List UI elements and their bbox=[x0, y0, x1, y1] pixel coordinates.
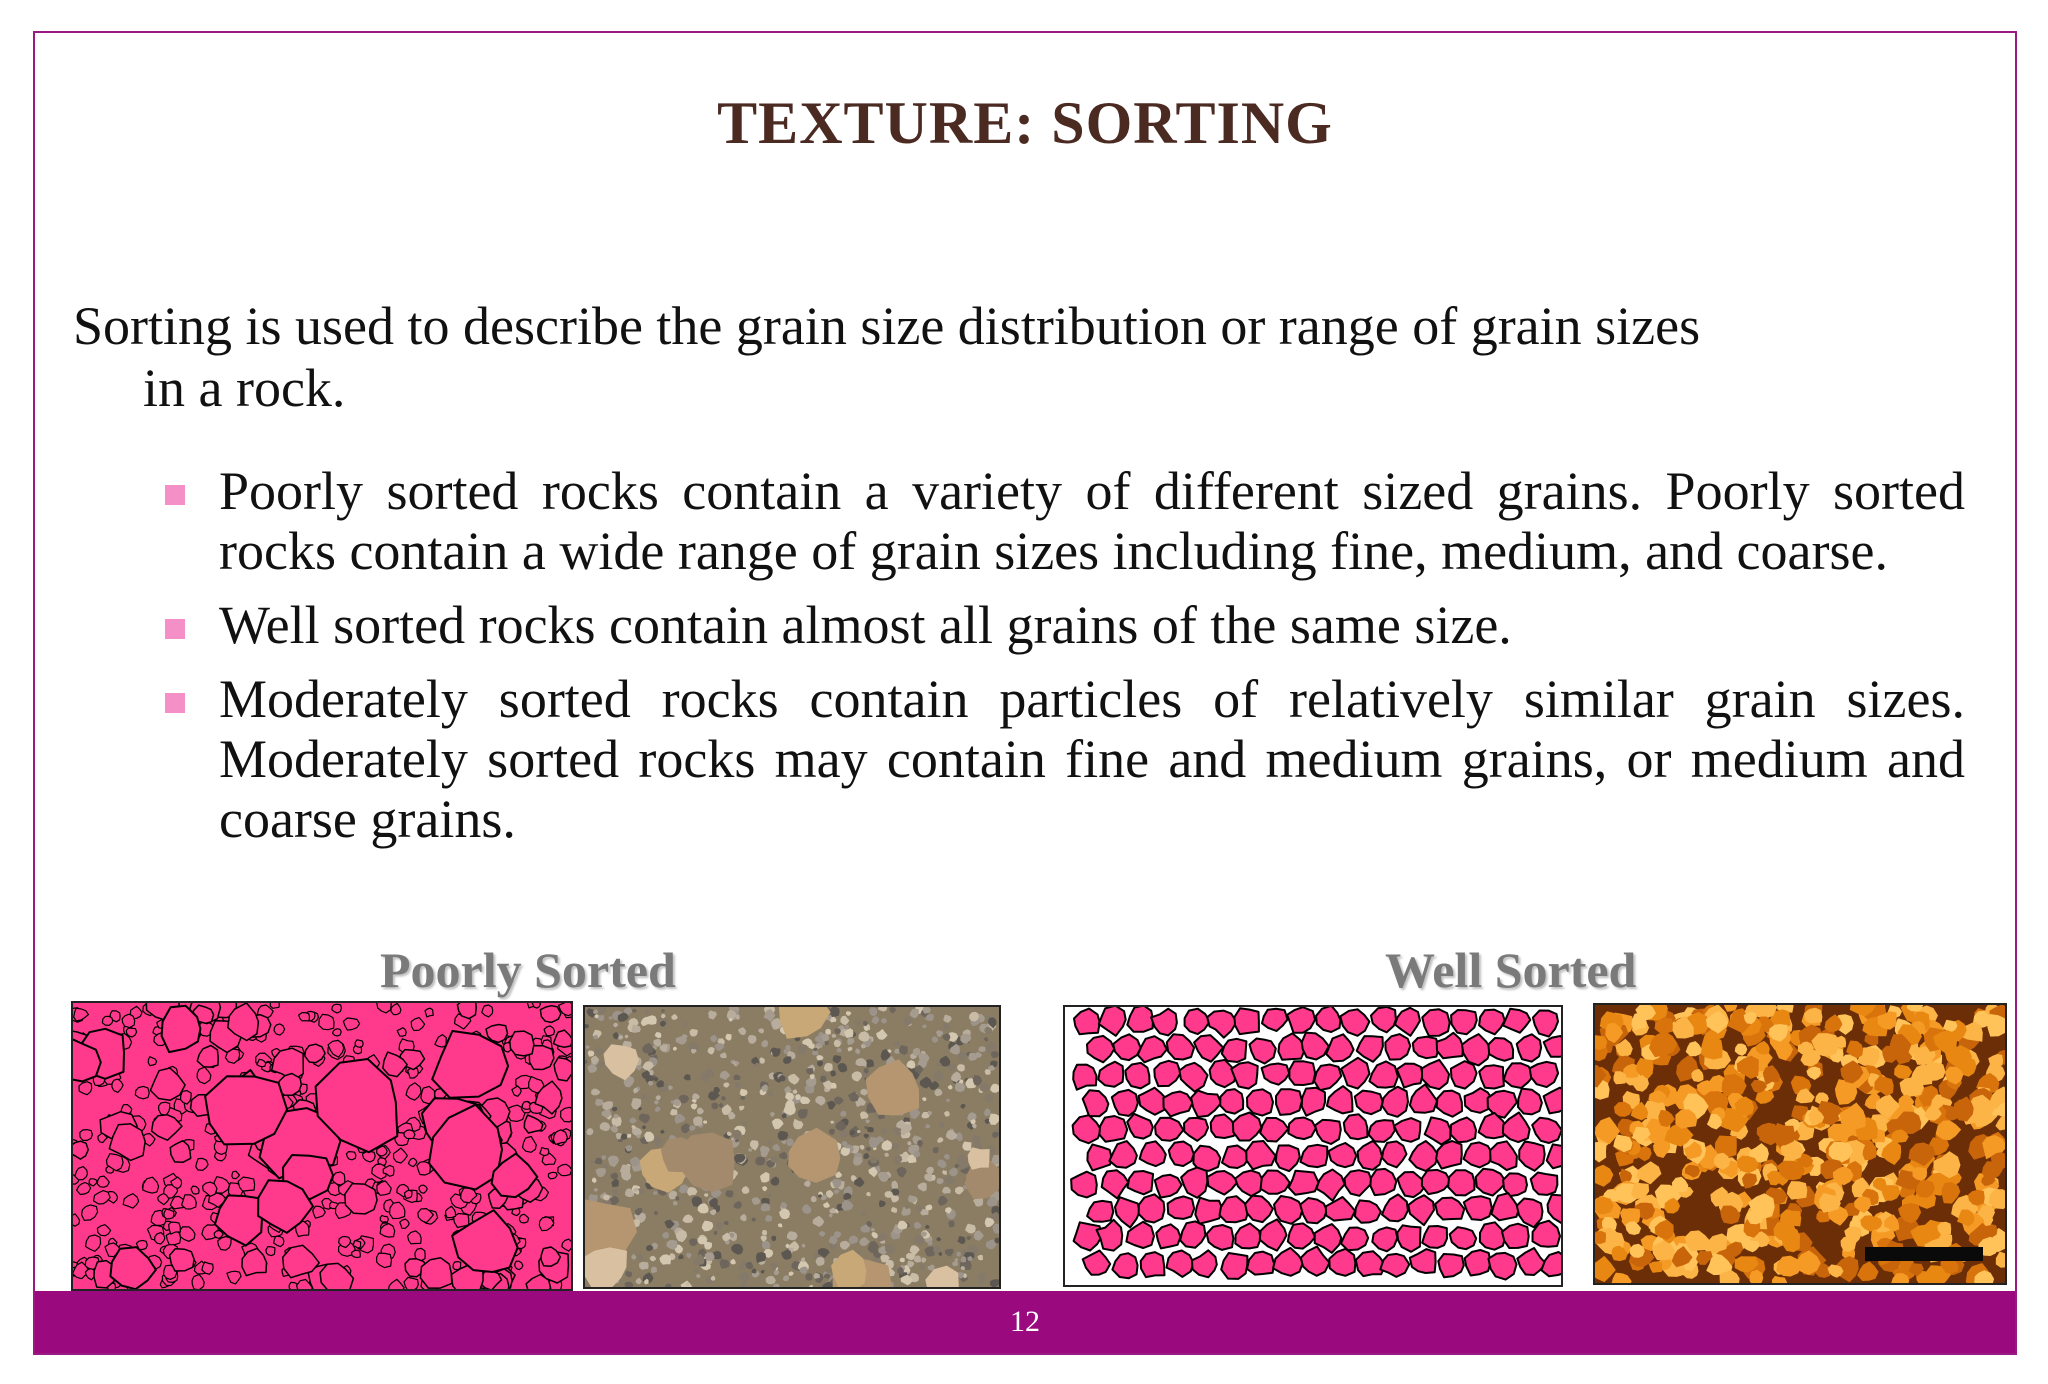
intro-paragraph bbox=[73, 295, 1973, 419]
bullet-item bbox=[165, 595, 1965, 655]
bullet-item bbox=[165, 461, 1965, 581]
bullet-text: Moderately sorted rocks contain particles of relatively similar grain sizes. Moderately sorted rocks may contain fine and medium grains, or medium and coarse grains. bbox=[219, 669, 1965, 849]
bullet-text: Well sorted rocks contain almost all grains of the same size. bbox=[219, 595, 1512, 655]
intro-line-1: Sorting is used to describe the grain size distribution or range of grain sizes bbox=[73, 296, 1701, 356]
poorly-sorted-diagram bbox=[71, 1001, 573, 1291]
square-bullet-icon bbox=[165, 485, 185, 505]
bullet-list bbox=[165, 461, 1965, 863]
well-sorted-diagram bbox=[1063, 1005, 1563, 1287]
slide bbox=[33, 31, 2017, 1355]
caption-well-sorted: Well Sorted bbox=[1385, 942, 1637, 998]
poorly-sorted-photo bbox=[583, 1005, 1001, 1289]
bullet-text: Poorly sorted rocks contain a variety of different sized grains. Poorly sorted rocks contain a wide range of grain sizes including fine, medium, and coarse. bbox=[219, 461, 1965, 581]
footer-bar bbox=[35, 1291, 2015, 1353]
square-bullet-icon bbox=[165, 619, 185, 639]
slide-title: TEXTURE: SORTING bbox=[717, 90, 1333, 156]
well-sorted-photo bbox=[1593, 1003, 2007, 1285]
caption-poorly-sorted: Poorly Sorted bbox=[380, 942, 676, 998]
square-bullet-icon bbox=[165, 693, 185, 713]
bullet-item bbox=[165, 669, 1965, 849]
intro-line-2: in a rock. bbox=[143, 358, 346, 418]
page-number: 12 bbox=[1010, 1305, 1040, 1338]
